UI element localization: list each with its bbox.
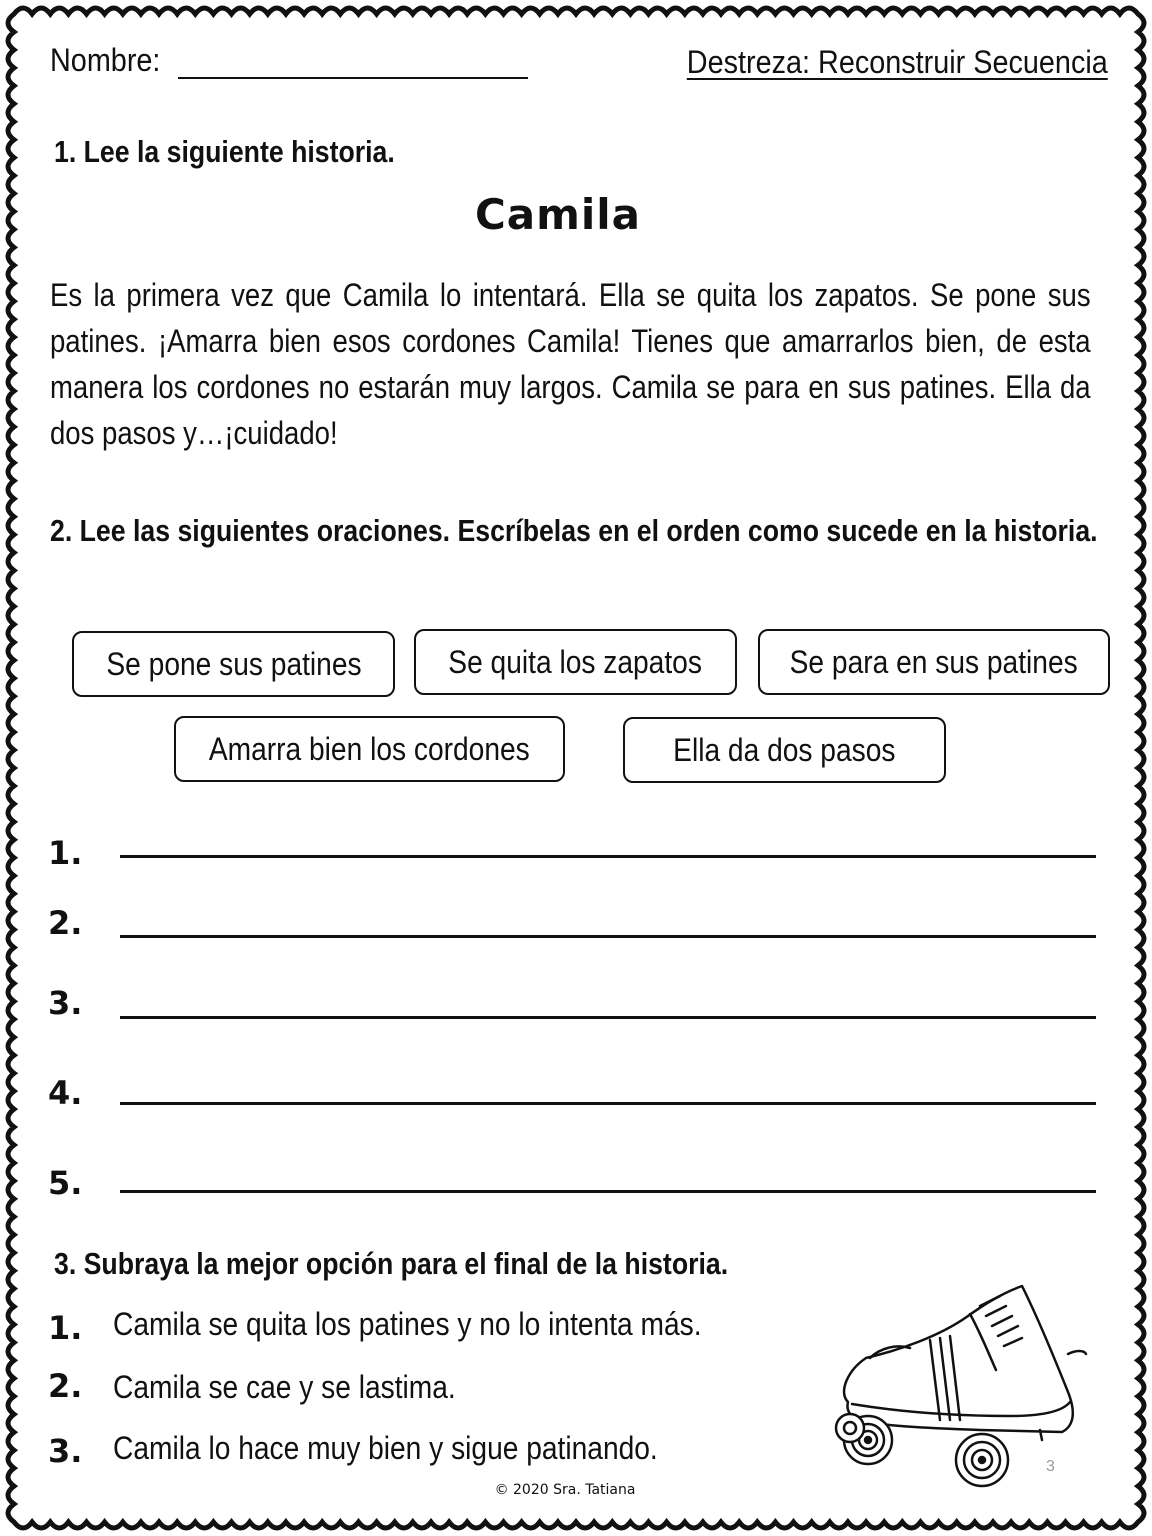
answer-line-4[interactable] bbox=[120, 1102, 1096, 1105]
name-write-line[interactable] bbox=[178, 77, 528, 79]
story-paragraph: Es la primera vez que Camila lo intentará. Ella se quita los zapatos. Se pone sus patines. ¡Amarra bien esos cordones Camila! Tienes que amarrarlos bien, de esta manera los cordones no estarán muy largos. Camila se para en sus patines. Ella da dos pasos y…¡cuidado! bbox=[50, 277, 1091, 451]
name-label: Nombre: bbox=[50, 42, 161, 78]
option-number: 3. bbox=[48, 1432, 83, 1470]
answer-line-2[interactable] bbox=[120, 935, 1096, 938]
answer-number: 1. bbox=[48, 834, 83, 872]
skill-title: Destreza: Reconstruir Secuencia bbox=[687, 44, 1108, 80]
answer-line-1[interactable] bbox=[120, 855, 1096, 858]
option-text-1[interactable]: Camila se quita los patines y no lo intenta más. bbox=[113, 1306, 702, 1342]
section3-instruction: 3. Subraya la mejor opción para el final de la historia. bbox=[54, 1246, 729, 1281]
sentence-box: Se quita los zapatos bbox=[414, 629, 737, 695]
roller-skate-icon bbox=[830, 1280, 1100, 1490]
answer-number: 5. bbox=[48, 1164, 83, 1202]
answer-number: 3. bbox=[48, 984, 83, 1022]
sentence-box: Se pone sus patines bbox=[72, 631, 395, 697]
answer-line-3[interactable] bbox=[120, 1016, 1096, 1019]
section2-instruction: 2. Lee las siguientes oraciones. Escríbelas en el orden como sucede en la historia. bbox=[50, 513, 1098, 548]
option-number: 1. bbox=[48, 1309, 83, 1347]
answer-number: 4. bbox=[48, 1074, 83, 1112]
sentence-box: Se para en sus patines bbox=[758, 629, 1110, 695]
sentence-box: Amarra bien los cordones bbox=[174, 716, 565, 782]
option-text-3[interactable]: Camila lo hace muy bien y sigue patinando. bbox=[113, 1430, 658, 1466]
story-title: Camila bbox=[474, 190, 642, 239]
sentence-box: Ella da dos pasos bbox=[623, 717, 946, 783]
section1-instruction: 1. Lee la siguiente historia. bbox=[54, 134, 395, 169]
answer-number: 2. bbox=[48, 904, 83, 942]
copyright: © 2020 Sra. Tatiana bbox=[494, 1482, 636, 1498]
option-number: 2. bbox=[48, 1367, 83, 1405]
option-text-2[interactable]: Camila se cae y se lastima. bbox=[113, 1369, 456, 1405]
page-number: 3 bbox=[1046, 1458, 1055, 1475]
answer-line-5[interactable] bbox=[120, 1190, 1096, 1193]
